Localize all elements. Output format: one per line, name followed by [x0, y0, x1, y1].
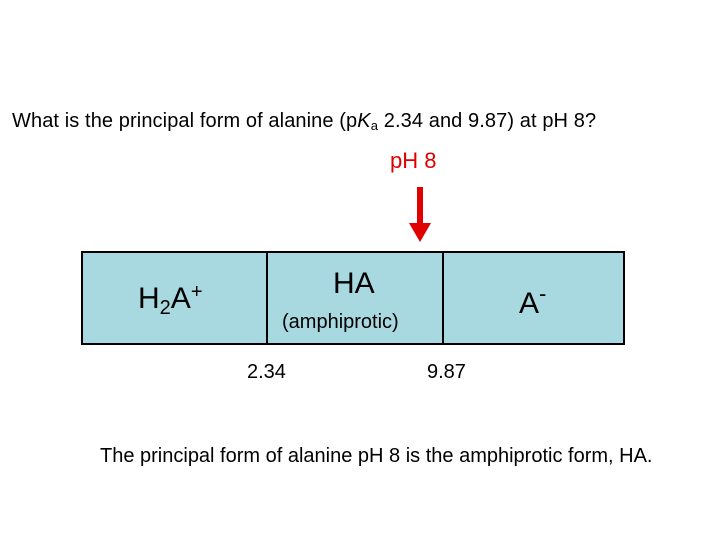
question-part-2: 2.34 and 9.87) at pH 8?: [378, 110, 597, 132]
question-text: [12, 110, 596, 133]
pka2-divider: [442, 253, 444, 343]
ka-subscript: a: [370, 118, 379, 133]
species-distribution-bar: [81, 251, 625, 345]
question-part-1: What is the principal form of alanine (p: [12, 110, 358, 132]
answer-text: The principal form of alanine pH 8 is the amphiprotic form, HA.: [100, 445, 653, 467]
species-ha: HA: [333, 267, 375, 300]
species-h2a-plus: $H_2A^+$: [138, 281, 203, 319]
pka1-label: 2.34: [247, 361, 286, 383]
ph-marker-arrow-icon: [408, 187, 432, 243]
pka1-divider: [266, 253, 268, 343]
ph-marker-label: pH 8: [390, 148, 437, 173]
species-a-minus: A-: [519, 281, 547, 320]
amphiprotic-note: (amphiprotic): [282, 311, 399, 333]
pka2-label: 9.87: [427, 361, 466, 383]
ka-k: K: [357, 110, 371, 132]
